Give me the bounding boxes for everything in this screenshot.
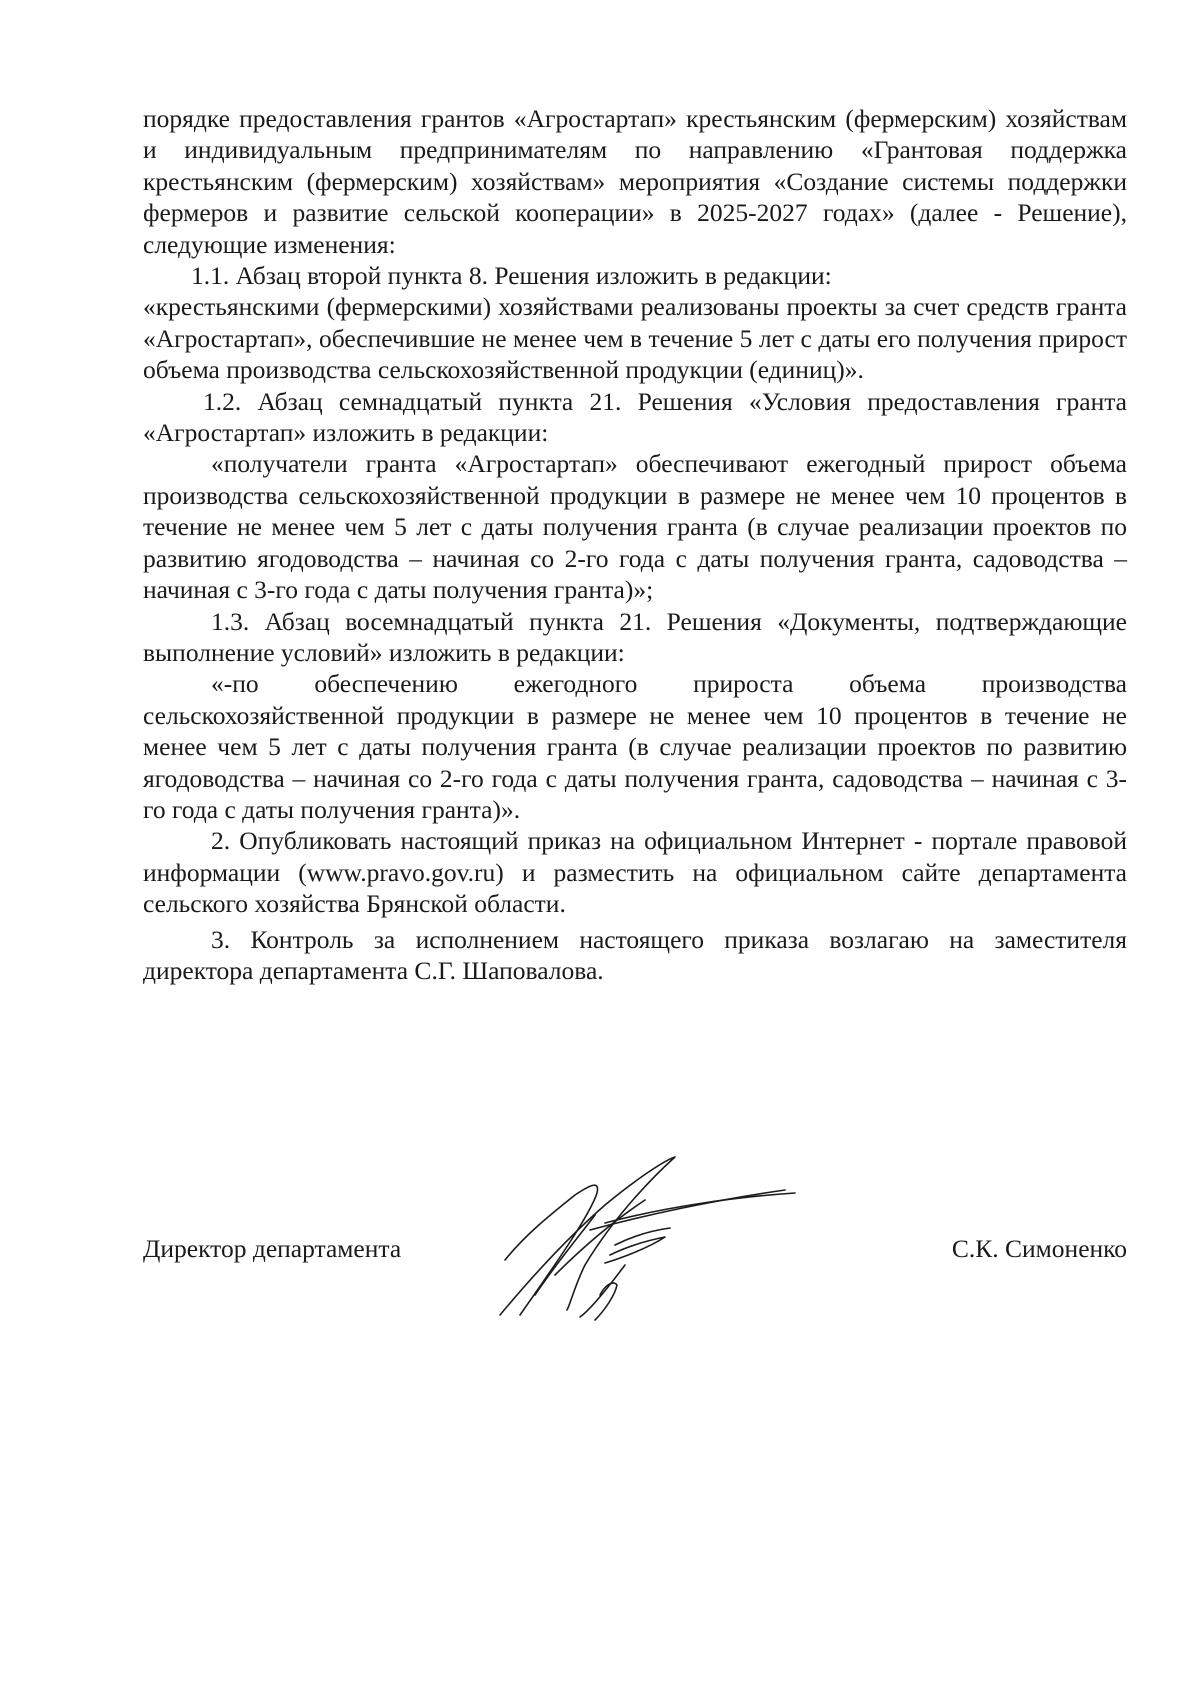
paragraph-quote-1-1: «крестьянскими (фермерскими) хозяйствами реализованы проекты за счет средств гранта «Агростартап», обеспечившие не менее чем в течение 5 лет с даты его получения прирост объема производства сельскохозяйственной продукции (единиц)». [143, 292, 1127, 385]
paragraph-intro-continuation: порядке предоставления грантов «Агростартап» крестьянским (фермерским) хозяйствам и индивидуальным предпринимателям по направлению «Грантовая поддержка крестьянским (фермерским) хозяйствам» мероприятия «Создание системы поддержки фермеров и развитие сельской кооперации» в 2025-2027 годах» (далее - Решение), следующие изменения: [143, 104, 1127, 259]
paragraph-item-1-1: 1.1. Абзац второй пункта 8. Решения изложить в редакции: [191, 261, 832, 291]
paragraph-item-2: 2. Опубликовать настоящий приказ на официальном Интернет - портале правовой информации (www.pravo.gov.ru) и разместить на официальном сайте департамента сельского хозяйства Брянской области. [143, 826, 1127, 919]
paragraph-quote-1-2: «получатели гранта «Агростартап» обеспечивают ежегодный прирост объема производства сельскохозяйственной продукции в размере не менее чем 10 процентов в течение не менее чем 5 лет с даты получения гранта (в случае реализации проектов по развитию ягодоводства – начиная со 2-го года с даты получения гранта, садоводства – начиная с 3-го года с даты получения гранта)»; [143, 449, 1127, 605]
paragraph-item-1-3: 1.3. Абзац восемнадцатый пункта 21. Решения «Документы, подтверждающие выполнение условий» изложить в редакции: [143, 606, 1127, 667]
paragraph-item-3: 3. Контроль за исполнением настоящего приказа возлагаю на заместителя директора департамента С.Г. Шаповалова. [143, 924, 1127, 985]
paragraph-item-1-2: 1.2. Абзац семнадцатый пункта 21. Решения «Условия предоставления гранта «Агростартап» изложить в редакции: [143, 386, 1127, 448]
paragraph-quote-1-3: «-по обеспечению ежегодного прироста объема производства сельскохозяйственной продукции в размере не менее чем 10 процентов в течение не менее чем 5 лет с даты получения гранта (в случае реализации проектов по развитию ягодоводства – начиная со 2-го года с даты получения гранта, садоводства – начиная с 3-го года с даты получения гранта)». [143, 669, 1127, 824]
handwritten-signature-icon [495, 1145, 855, 1345]
signatory-title: Директор департамента [143, 1234, 402, 1263]
document-body [143, 103, 1127, 986]
signatory-name: С.К. Симоненко [951, 1234, 1127, 1263]
